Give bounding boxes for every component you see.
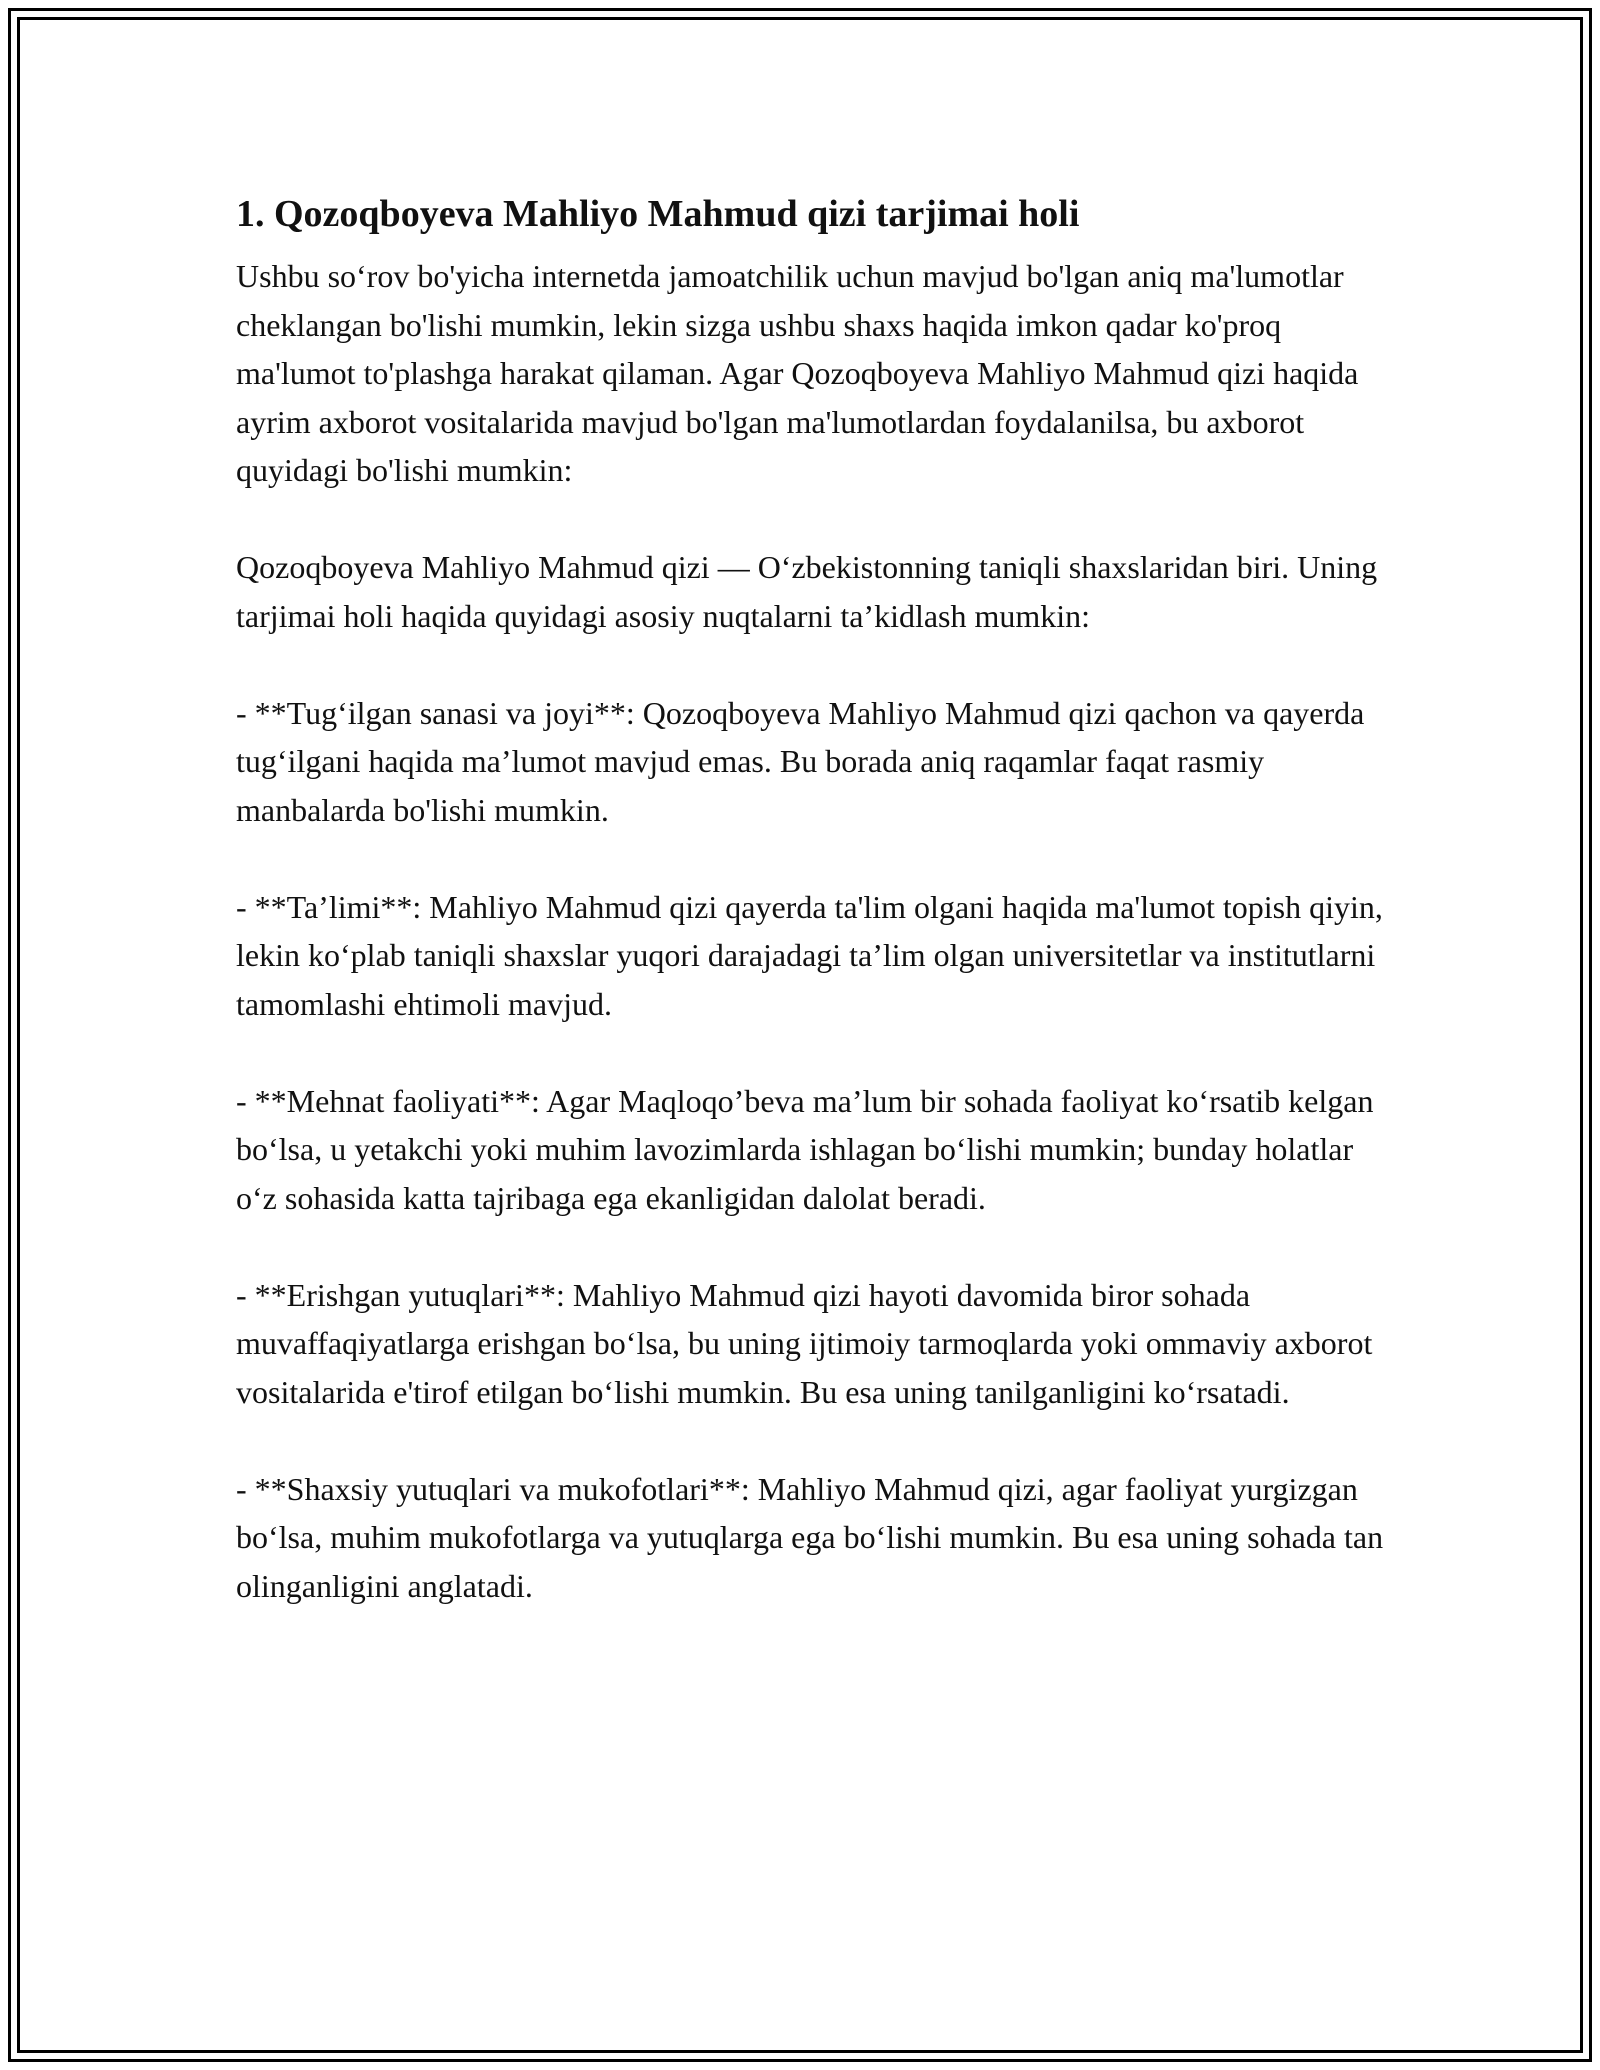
paragraph-birth: - **Tug‘ilgan sanasi va joyi**: Qozoqboyeva Mahliyo Mahmud qizi qachon va qayerda tug‘ilgani haqida ma’lumot mavjud emas. Bu borada aniq raqamlar faqat rasmiy manbalarda bo'lishi mumkin. bbox=[236, 694, 1365, 828]
paragraph-summary: Qozoqboyeva Mahliyo Mahmud qizi — O‘zbekistonning taniqli shaxslaridan biri. Uning tarjimai holi haqida quyidagi asosiy nuqtalarni ta’kidlash mumkin: bbox=[236, 549, 1378, 634]
paragraph-awards: - **Shaxsiy yutuqlari va mukofotlari**: Mahliyo Mahmud qizi, agar faoliyat yurgizgan bo‘lsa, muhim mukofotlarga va yutuqlarga ega bo‘lishi mumkin. Bu esa uning sohada tan olinganligini anglatadi. bbox=[236, 1470, 1384, 1604]
paragraph-achievements: - **Erishgan yutuqlari**: Mahliyo Mahmud qizi hayoti davomida biror sohada muvaffaqiyatlarga erishgan bo‘lsa, bu uning ijtimoiy tarmoqlarda yoki ommaviy axborot vositalarida e'tirof etilgan bo‘lishi mumkin. Bu esa uning tanilganligini ko‘rsatadi. bbox=[236, 1276, 1373, 1410]
document-title: 1. Qozoqboyeva Mahliyo Mahmud qizi tarjimai holi bbox=[236, 193, 1080, 235]
paragraph-intro: Ushbu so‘rov bo'yicha internetda jamoatchilik uchun mavjud bo'lgan aniq ma'lumotlar cheklangan bo'lishi mumkin, lekin sizga ushbu shaxs haqida imkon qadar ko'proq ma'lumot to'plashga harakat qilaman. Agar Qozoqboyeva Mahliyo Mahmud qizi haqida ayrim axborot vositalarida mavjud bo'lgan ma'lumotlardan foydalanilsa, bu axborot quyidagi bo'lishi mumkin: bbox=[236, 258, 1359, 488]
paragraph-education: - **Ta’limi**: Mahliyo Mahmud qizi qayerda ta'lim olgani haqida ma'lumot topish qiyin, lekin ko‘plab taniqli shaxslar yuqori darajadagi ta’lim olgan universitetlar va institutlarni tamomlashi ehtimoli mavjud. bbox=[236, 888, 1383, 1022]
document-body bbox=[236, 186, 1396, 1659]
paragraph-career: - **Mehnat faoliyati**: Agar Maqloqo’beva ma’lum bir sohada faoliyat ko‘rsatib kelgan bo‘lsa, u yetakchi yoki muhim lavozimlarda ishlagan bo‘lishi mumkin; bunday holatlar o‘z sohasida katta tajribaga ega ekanligidan dalolat beradi. bbox=[236, 1082, 1374, 1216]
